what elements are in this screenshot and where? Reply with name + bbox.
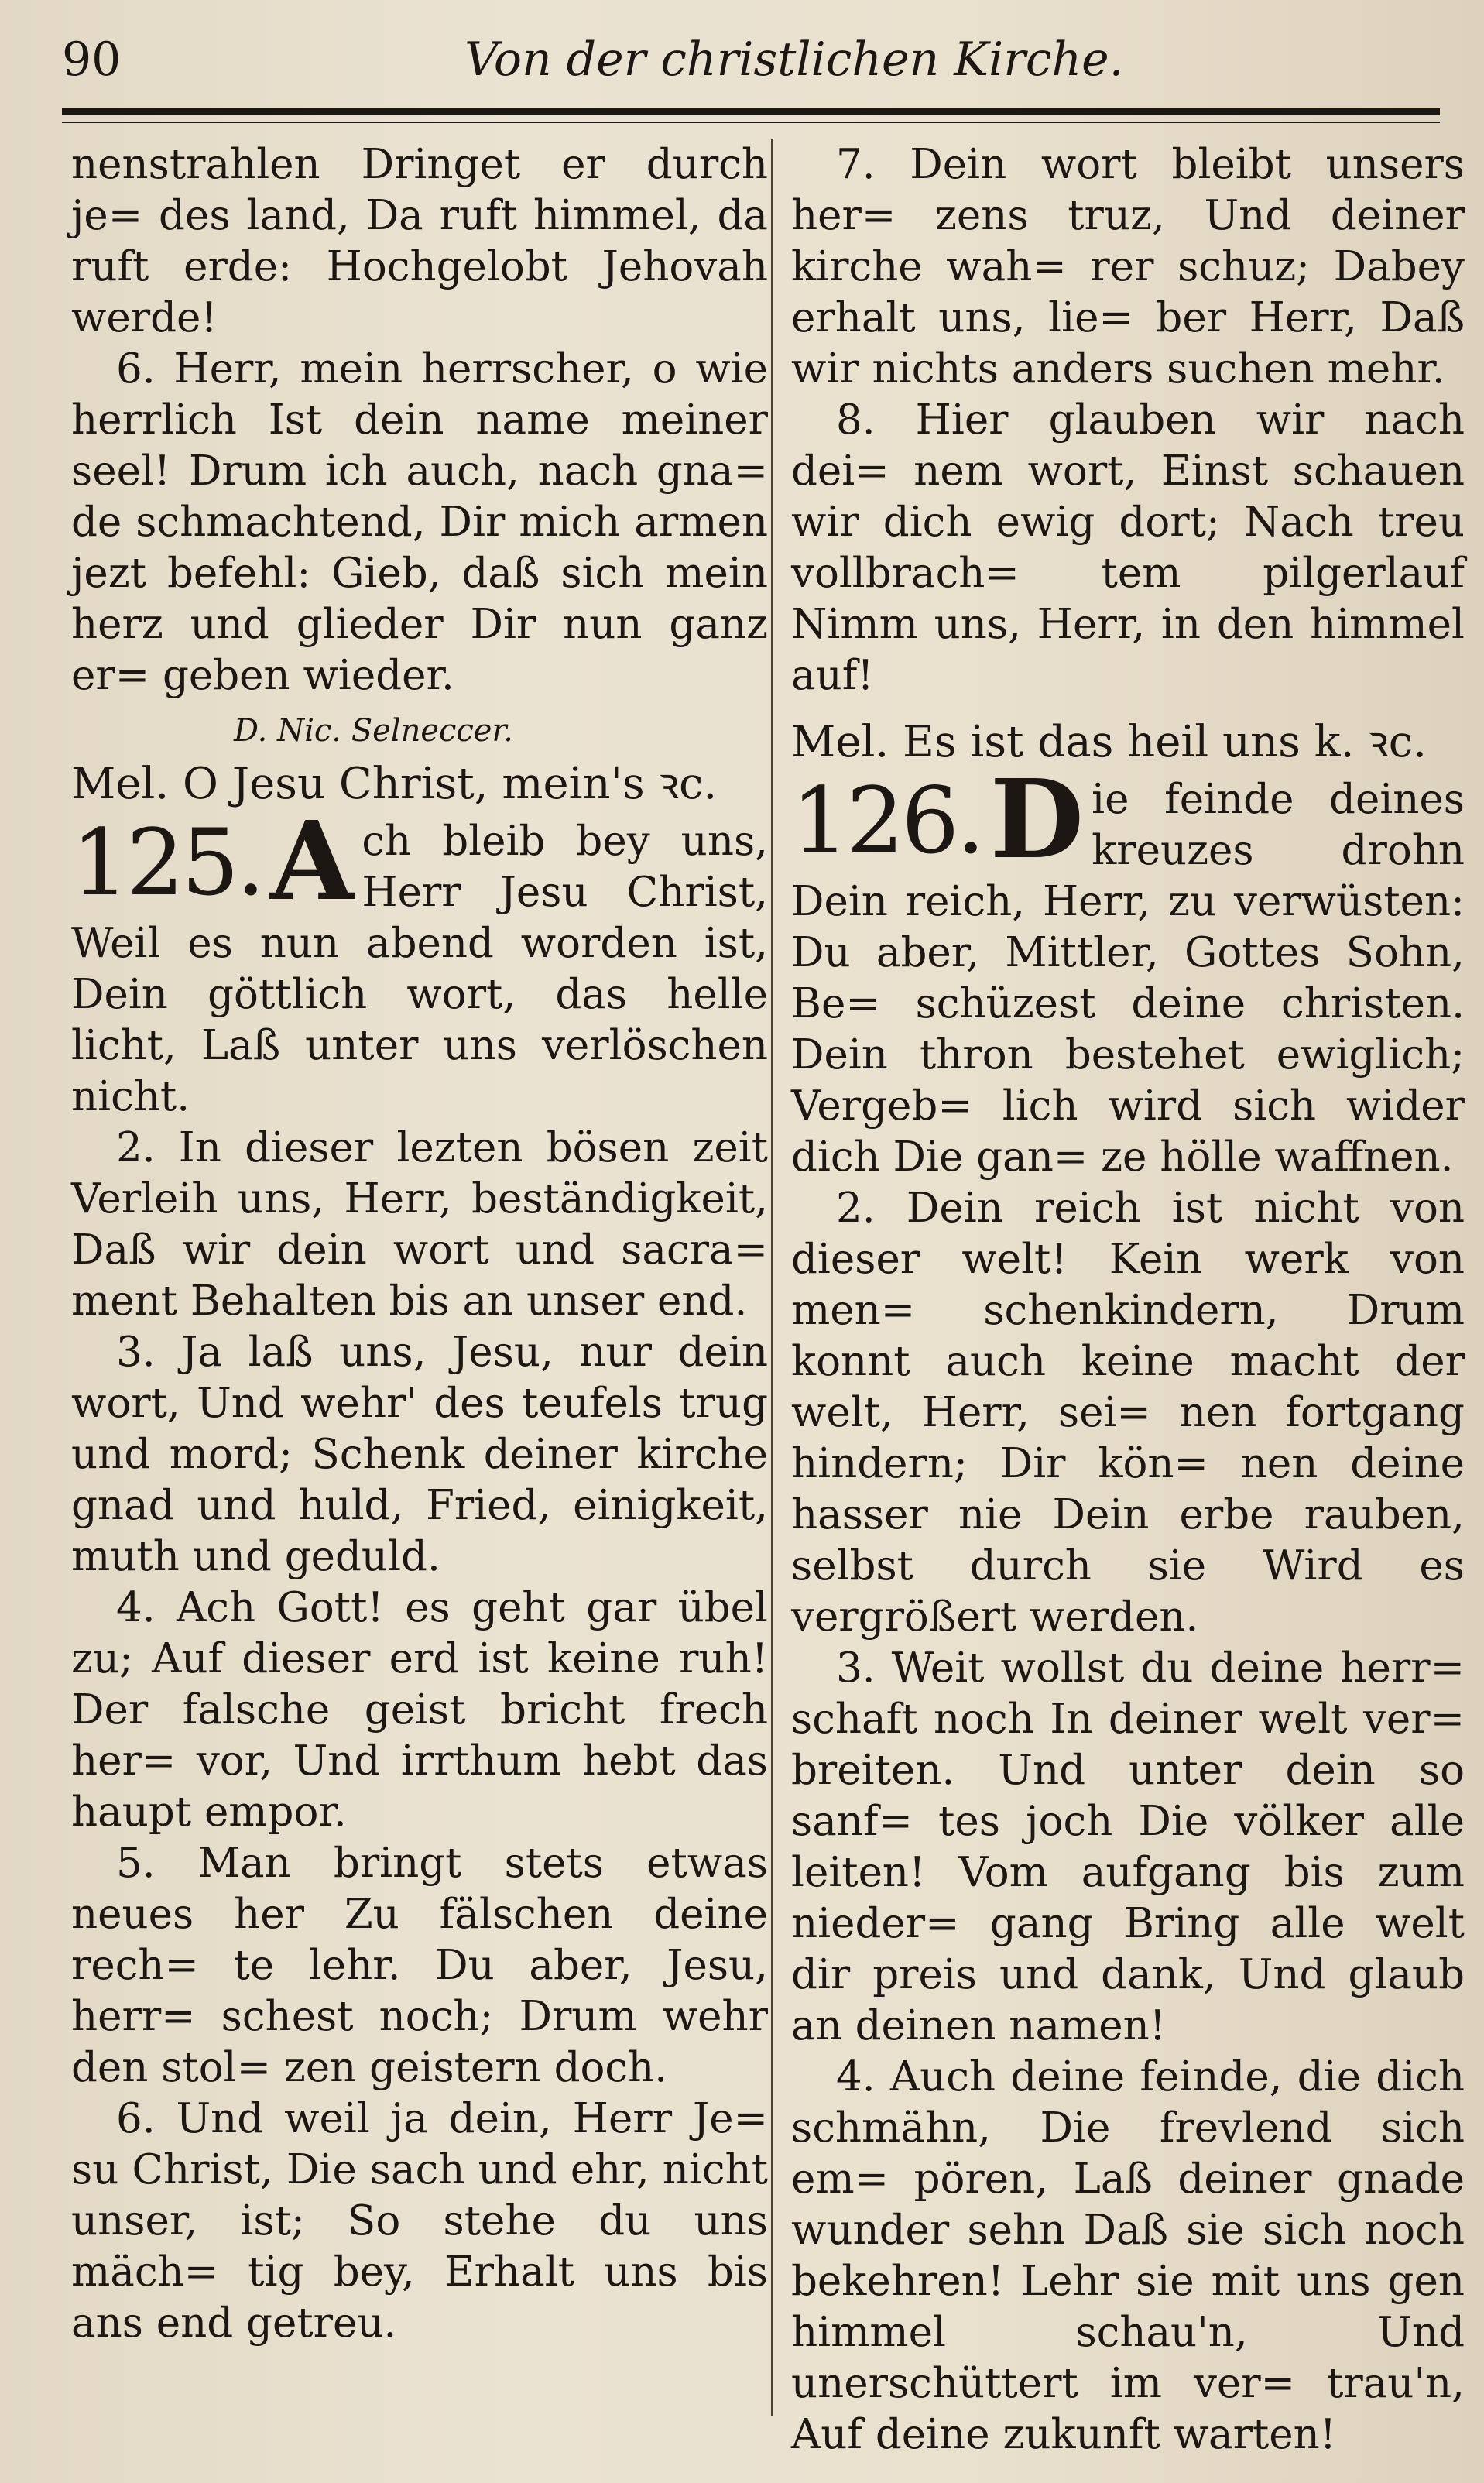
verse-7: 7. Dein wort bleibt unsers her= zens truz, Und deiner kirche wah= rer schuz; Dabey erhalt uns, lie= ber Herr, Daß wir nichts anders suchen mehr. (791, 141, 1465, 393)
drop-cap: A (269, 798, 355, 925)
verse-6: 6. Herr, mein herrscher, o wie herrlich Ist dein name meiner seel! Drum ich auch, nach gna= de schmachtend, Dir mich armen jezt befehl: Gieb, daß sich mein herz und glieder Dir nun ganz er= geben wieder. (71, 345, 768, 699)
melody-line: Mel. O Jesu Christ, mein's ꝛc. (71, 759, 718, 809)
hymn-125 (71, 798, 768, 1123)
verse-4: 4. Auch deine feinde, die dich schmähn, Die frevlend sich em= pören, Laß deiner gnade wunder sehn Daß sie sich noch bekehren! Lehr sie mit uns gen himmel schau'n, Und unerschüttert im ver= trau'n, Auf deine zukunft warten! (791, 2053, 1465, 2458)
verse-3: 3. Weit wollst du deine herr= schaft noch In deiner welt ver= breiten. Und unter dein so sanf= tes joch Die völker alle leiten! Vom aufgang bis zum nieder= gang Bring alle welt dir preis und dank, Und glaub an deinen namen! (791, 1644, 1465, 2049)
verse-2: 2. Dein reich ist nicht von dieser welt! Kein werk von men= schenkindern, Drum konnt auch keine macht der welt, Herr, sei= nen fortgang hindern; Dir kön= nen deine hasser nie Dein erbe rauben, selbst durch sie Wird es vergrößert werden. (791, 1185, 1465, 1641)
page-number: 90 (62, 33, 122, 87)
column-divider (771, 139, 773, 2416)
left-column (71, 139, 768, 2349)
drop-cap: D (989, 756, 1085, 883)
melody-line: Mel. Es ist das heil uns k. ꝛc. (791, 717, 1427, 767)
hymn-number: 126. (791, 767, 982, 874)
page-header (62, 23, 1440, 93)
verse-3: 3. Ja laß uns, Jesu, nur dein wort, Und wehr' des teufels trug und mord; Schenk deiner kirche gnad und huld, Fried, einigkeit, muth und geduld. (71, 1329, 768, 1580)
verse-2: 2. In dieser lezten bösen zeit Verleih uns, Herr, beständigkeit, Daß wir dein wort und sacra= ment Behalten bis an unser end. (71, 1124, 768, 1325)
hymn-first-verse: ch bleib bey uns, Herr Jesu Christ, Weil es nun abend worden ist, Dein göttlich wort, das helle licht, Laß unter uns verlöschen nicht. (71, 818, 768, 1120)
running-title: Von der christlichen Kirche. (464, 33, 1124, 87)
verse-8: 8. Hier glauben wir nach dei= nem wort, Einst schauen wir dich ewig dort; Nach treu vollbrach= tem pilgerlauf Nimm uns, Herr, in den himmel auf! (791, 396, 1465, 699)
author-credit: D. Nic. Selneccer. (234, 713, 513, 749)
hymn-first-verse: ie feinde deines kreuzes drohn Dein reich, Herr, zu verwüsten: Du aber, Mittler, Gottes Sohn, Be= schüzest deine christen. Dein thron bestehet ewiglich; Vergeb= lich wird sich wider dich Die gan= ze hölle waffnen. (791, 776, 1465, 1181)
verse-4: 4. Ach Gott! es geht gar übel zu; Auf dieser erd ist keine ruh! Der falsche geist bricht frech her= vor, Und irrthum hebt das haupt empor. (71, 1584, 768, 1836)
verse-5: 5. Man bringt stets etwas neues her Zu fälschen deine rech= te lehr. Du aber, Jesu, herr= schest noch; Drum wehr den stol= zen geistern doch. (71, 1840, 768, 2091)
header-rule-thin (62, 122, 1440, 123)
spacer (791, 701, 1465, 712)
continued-verse: nenstrahlen Dringet er durch je= des land, Da ruft himmel, da ruft erde: Hochgelobt Jehovah werde! (71, 141, 768, 341)
verse-6b: 6. Und weil ja dein, Herr Je= su Christ, Die sach und ehr, nicht unser, ist; So stehe du uns mäch= tig bey, Erhalt uns bis ans end getreu. (71, 2095, 768, 2347)
header-rule-thick (62, 108, 1440, 115)
right-column (791, 139, 1465, 2461)
hymn-126 (791, 756, 1465, 1183)
hymn-number: 125. (71, 809, 262, 916)
